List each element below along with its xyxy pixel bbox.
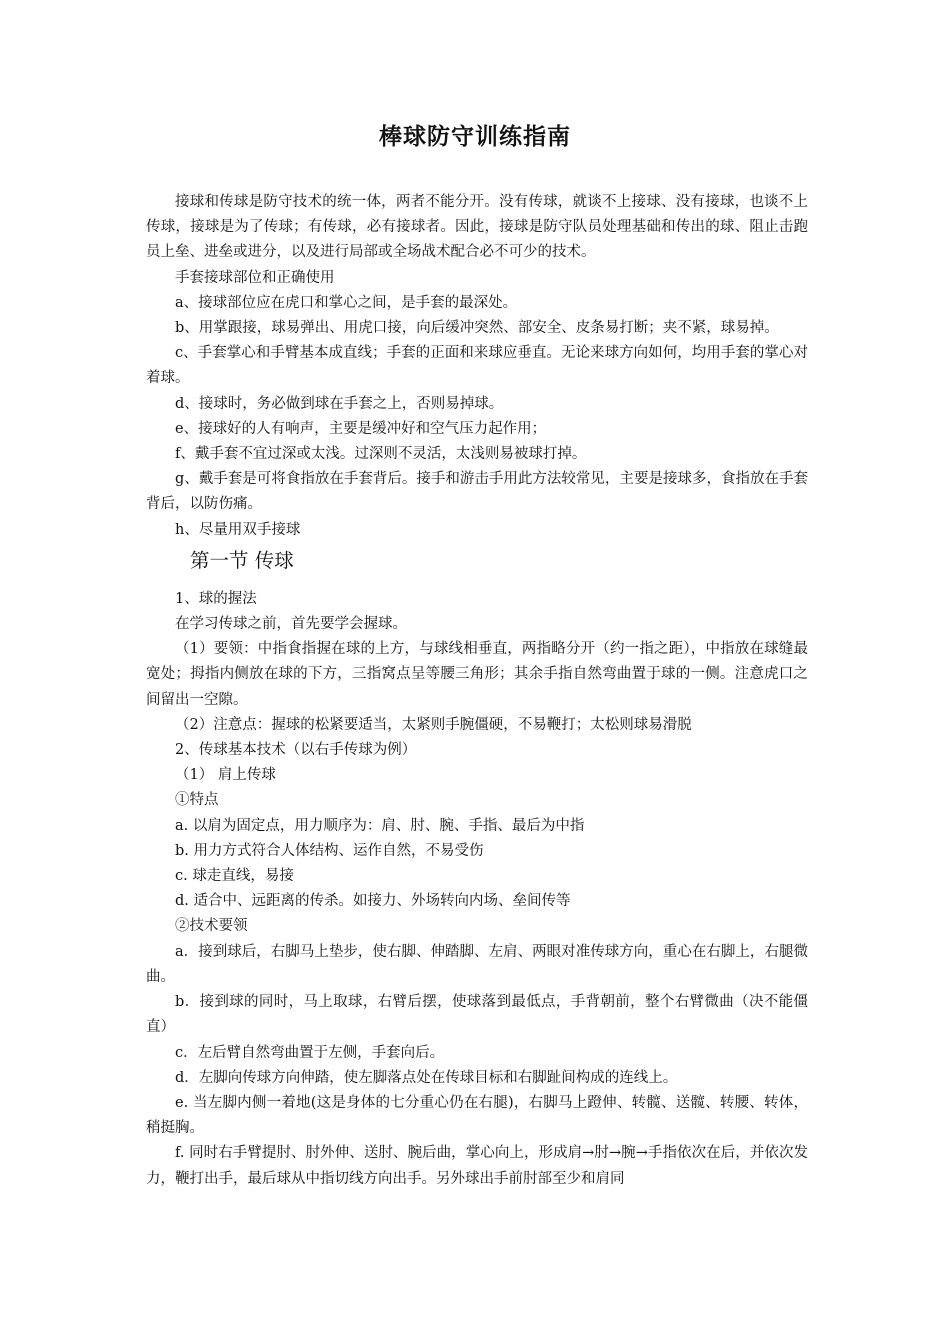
feature-item: b. 用力方式符合人体结构、运作自然，不易受伤: [175, 842, 484, 859]
section-heading: 第一节 传球: [190, 548, 294, 572]
tech-points-heading: ②技术要领: [175, 918, 248, 935]
grip-point: （2）注意点：握球的松紧要适当，太紧则手腕僵硬，不易鞭打；太松则球易滑脱: [175, 716, 692, 733]
glove-item: h、尽量用双手接球: [175, 521, 301, 538]
features-heading: ①特点: [175, 792, 219, 809]
glove-item: b、用掌跟接，球易弹出、用虎口接，向后缓冲突然、部安全、皮条易打断；夹不紧，球易掉。: [175, 320, 779, 337]
feature-item: d. 适合中、远距离的传杀。如接力、外场转向内场、垒间传等: [175, 893, 571, 910]
overhand-heading: （1） 肩上传球: [175, 767, 276, 784]
tech-point: f. 同时右手臂提肘、肘外伸、送肘、腕后曲，掌心向上，形成肩→肘→腕→手指依次在后，并依次发力，鞭打出手，最后球从中指切线方向出手。另外球出手前肘部至少和肩同: [146, 1145, 808, 1187]
glove-heading: 手套接球部位和正确使用: [175, 269, 335, 286]
glove-item: d、接球时，务必做到球在手套之上，否则易掉球。: [175, 395, 504, 412]
feature-item: a. 以肩为固定点，用力顺序为：肩、肘、腕、手指、最后为中指: [175, 817, 585, 834]
page-title: 棒球防守训练指南: [379, 124, 571, 150]
grip-heading: 1、球的握法: [175, 590, 257, 607]
tech-point: b．接到球的同时，马上取球，右臂后摆，使球落到最低点，手背朝前，整个右臂微曲（决不能僵直）: [146, 994, 808, 1036]
tech-point: d．左脚向传球方向伸踏，使左脚落点处在传球目标和右脚趾间构成的连线上。: [175, 1069, 678, 1086]
feature-item: c. 球走直线，易接: [175, 868, 294, 885]
glove-item: a、接球部位应在虎口和掌心之间，是手套的最深处。: [175, 294, 518, 311]
tech-heading: 2、传球基本技术（以右手传球为例）: [175, 742, 417, 759]
glove-item: g、戴手套是可将食指放在手套背后。接手和游击手用此方法较常见，主要是接球多，食指放在手套背后，以防伤痛。: [146, 471, 808, 513]
grip-intro: 在学习传球之前，首先要学会握球。: [175, 616, 407, 633]
tech-point: a．接到球后，右脚马上垫步，使右脚、伸踏脚、左肩、两眼对准传球方向，重心在右脚上，右腿微曲。: [146, 943, 808, 985]
document-body: [146, 190, 808, 1192]
glove-item: f、戴手套不宜过深或太浅。过深则不灵活，太浅则易被球打掉。: [175, 446, 587, 463]
intro-paragraph: 接球和传球是防守技术的统一体，两者不能分开。没有传球，就谈不上接球、没有接球，也谈不上传球，接球是为了传球；有传球，必有接球者。因此，接球是防守队员处理基础和传出的球、阻止击跑员上垒、进垒或进分，以及进行局部或全场战术配合必不可少的技术。: [146, 194, 808, 261]
grip-point: （1）要领：中指食指握在球的上方，与球线相垂直，两指略分开（约一指之距），中指放在球缝最宽处；拇指内侧放在球的下方，三指窝点呈等腰三角形；其余手指自然弯曲置于球的一侧。注意虎口之间留出一空隙。: [146, 641, 808, 708]
glove-item: e、接球好的人有响声，主要是缓冲好和空气压力起作用；: [175, 420, 547, 437]
glove-item: c、手套掌心和手臂基本成直线；手套的正面和来球应垂直。无论来球方向如何，均用手套的掌心对着球。: [146, 345, 808, 387]
tech-point: c．左后臂自然弯曲置于左侧，手套向后。: [175, 1044, 445, 1061]
tech-point: e. 当左脚内侧一着地(这是身体的七分重心仍在右腿)，右脚马上蹬伸、转髋、送髋、转腰、转体，稍挺胸。: [146, 1094, 808, 1137]
